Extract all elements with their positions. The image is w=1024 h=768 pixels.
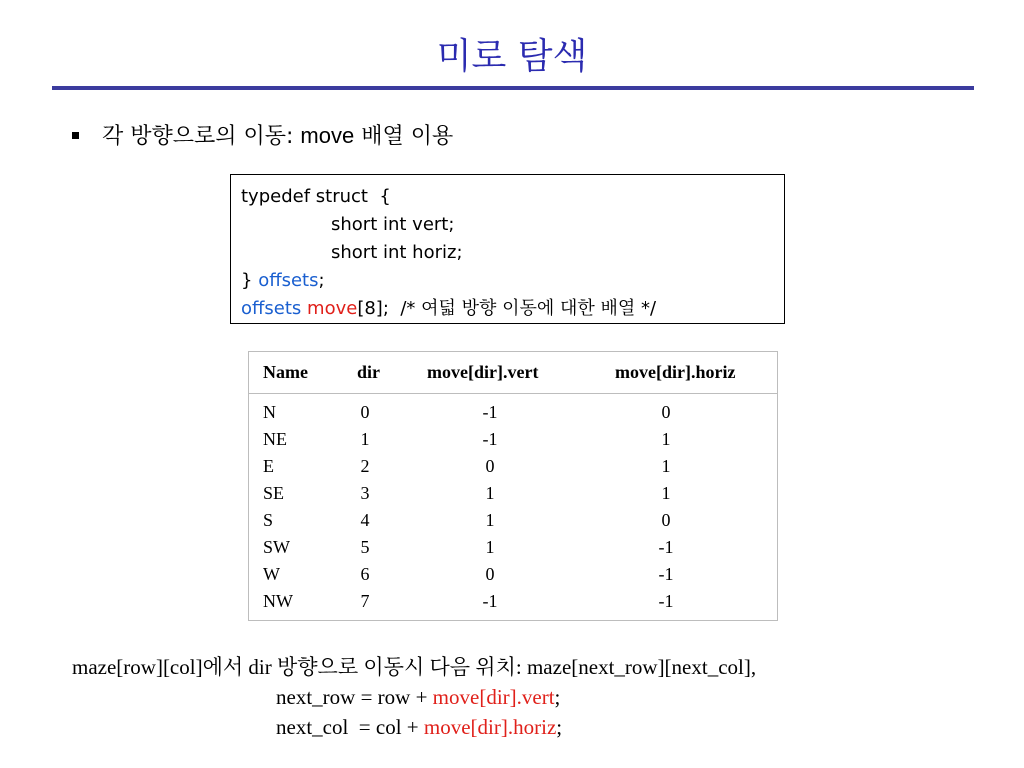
vert-offset: move[dir].vert bbox=[432, 685, 555, 709]
header-vert: move[dir].vert bbox=[427, 362, 539, 382]
table-row bbox=[249, 564, 777, 591]
table-row bbox=[249, 402, 777, 429]
title-divider bbox=[52, 86, 974, 90]
semicolon: ; bbox=[318, 270, 325, 291]
row-dir: 6 bbox=[360, 564, 370, 584]
type-name: offsets bbox=[241, 298, 302, 319]
row-vert: 0 bbox=[485, 456, 495, 476]
table-row bbox=[249, 510, 777, 537]
row-horiz: -1 bbox=[658, 591, 674, 611]
code-line-2: short int vert; bbox=[331, 214, 455, 235]
semicolon: ; bbox=[556, 715, 563, 739]
row-name: S bbox=[263, 510, 274, 530]
next-position-formula bbox=[72, 652, 756, 742]
row-vert: 1 bbox=[485, 510, 495, 530]
struct-code-box bbox=[230, 174, 785, 324]
row-vert: -1 bbox=[482, 429, 498, 449]
code-line-3: short int horiz; bbox=[331, 242, 463, 263]
row-vert: 0 bbox=[485, 564, 495, 584]
code-line-1: typedef struct { bbox=[241, 186, 391, 207]
row-vert: -1 bbox=[482, 591, 498, 611]
row-vert: -1 bbox=[482, 402, 498, 422]
square-bullet-icon bbox=[72, 132, 79, 139]
row-dir: 7 bbox=[360, 591, 370, 611]
header-name: Name bbox=[263, 362, 308, 382]
table-header bbox=[249, 362, 777, 388]
table-row bbox=[249, 456, 777, 483]
header-divider bbox=[249, 393, 777, 394]
row-horiz: 1 bbox=[661, 483, 671, 503]
row-name: E bbox=[263, 456, 274, 476]
row-horiz: -1 bbox=[658, 564, 674, 584]
row-name: SE bbox=[263, 483, 285, 503]
header-dir: dir bbox=[357, 362, 381, 382]
row-name: SW bbox=[263, 537, 290, 557]
next-col-prefix: next_col = col + bbox=[276, 715, 424, 739]
row-horiz: 1 bbox=[661, 456, 671, 476]
bullet-point bbox=[72, 119, 453, 150]
table-row bbox=[249, 537, 777, 564]
row-horiz: 0 bbox=[661, 510, 671, 530]
row-vert: 1 bbox=[485, 537, 495, 557]
row-dir: 1 bbox=[360, 429, 370, 449]
bullet-text bbox=[102, 124, 453, 149]
formula-line-1: maze[row][col]에서 dir 방향으로 이동시 다음 위치: maze[next_row][next_col], bbox=[72, 655, 757, 679]
row-name: NW bbox=[263, 591, 293, 611]
row-name: N bbox=[263, 402, 276, 422]
next-row-prefix: next_row = row + bbox=[276, 685, 433, 709]
row-horiz: -1 bbox=[658, 537, 674, 557]
row-dir: 5 bbox=[360, 537, 370, 557]
row-dir: 2 bbox=[360, 456, 370, 476]
bullet-code: move bbox=[300, 123, 355, 148]
horiz-offset: move[dir].horiz bbox=[423, 715, 557, 739]
header-horiz: move[dir].horiz bbox=[615, 362, 736, 382]
row-horiz: 1 bbox=[661, 429, 671, 449]
row-name: W bbox=[263, 564, 280, 584]
table-row bbox=[249, 483, 777, 510]
slide-title: 미로 탐색 bbox=[436, 36, 588, 77]
semicolon: ; bbox=[554, 685, 561, 709]
bullet-suffix: 배열 이용 bbox=[354, 124, 454, 149]
row-dir: 0 bbox=[360, 402, 370, 422]
formula-line-3 bbox=[72, 712, 756, 742]
direction-table bbox=[248, 351, 778, 621]
bullet-prefix: 각 방향으로의 이동: bbox=[102, 124, 301, 149]
row-name: NE bbox=[263, 429, 287, 449]
row-vert: 1 bbox=[485, 483, 495, 503]
closing-brace: } bbox=[241, 270, 259, 291]
array-decl: [8]; /* 여덟 방향 이동에 대한 배열 */ bbox=[357, 298, 657, 319]
table-row bbox=[249, 429, 777, 456]
formula-line-2 bbox=[72, 682, 756, 712]
variable-name: move bbox=[307, 298, 358, 319]
row-horiz: 0 bbox=[661, 402, 671, 422]
code-line-5 bbox=[241, 295, 774, 323]
code-line-4 bbox=[241, 267, 774, 295]
table-row bbox=[249, 591, 777, 618]
row-dir: 4 bbox=[360, 510, 370, 530]
type-name: offsets bbox=[258, 270, 319, 291]
row-dir: 3 bbox=[360, 483, 370, 503]
